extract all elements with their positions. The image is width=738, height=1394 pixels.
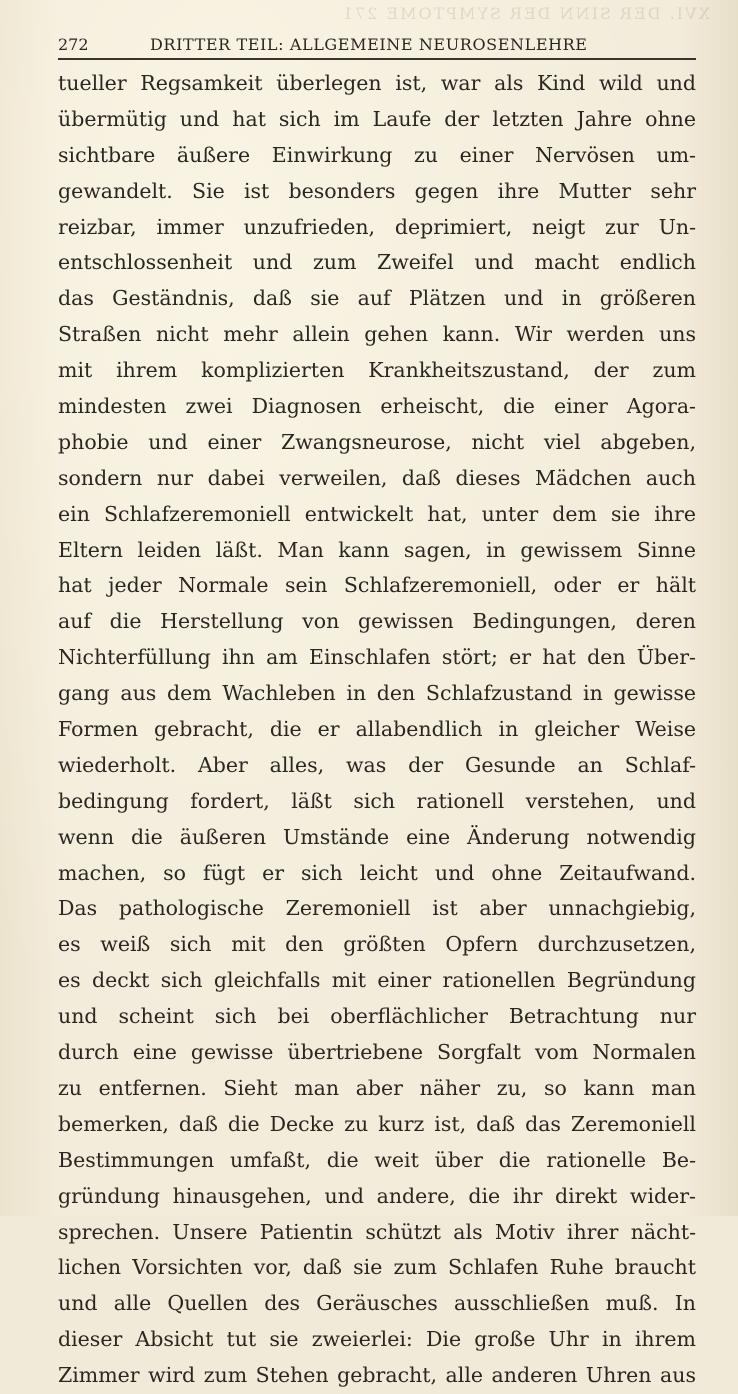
text-line: Formen gebracht, die er allabendlich in gleicher Weise <box>58 717 696 742</box>
text-line: bemerken, daß die Decke zu kurz ist, daß das Zeremoniell <box>58 1111 696 1136</box>
text-line: Nichterfüllung ihn am Einschlafen stört; er hat den Über- <box>58 645 696 670</box>
text-line: reizbar, immer unzufrieden, deprimiert, neigt zur Un- <box>58 214 696 239</box>
text-line: machen, so fügt er sich leicht und ohne Zeitaufwand. <box>58 860 696 885</box>
text-line: zu entfernen. Sieht man aber näher zu, so kann man <box>58 1075 696 1100</box>
text-line: Zimmer wird zum Stehen gebracht, alle anderen Uhren aus <box>58 1363 696 1388</box>
text-line: übermütig und hat sich im Laufe der letzten Jahre ohne <box>58 106 696 131</box>
page-number: 272 <box>58 35 89 54</box>
bleed-through-text: XVI. DER SINN DER SYMPTOME 271 <box>340 4 710 23</box>
text-line: ein Schlafzeremoniell entwickelt hat, unter dem sie ihre <box>58 501 696 526</box>
text-line: auf die Herstellung von gewissen Bedingungen, deren <box>58 609 696 634</box>
text-line: sichtbare äußere Einwirkung zu einer Nervösen um- <box>58 142 696 167</box>
text-line: lichen Vorsichten vor, daß sie zum Schlafen Ruhe braucht <box>58 1255 696 1280</box>
text-line: sondern nur dabei verweilen, daß dieses Mädchen auch <box>58 465 696 490</box>
running-head-title: DRITTER TEIL: ALLGEMEINE NEUROSENLEHRE <box>150 35 588 54</box>
text-line: Eltern leiden läßt. Man kann sagen, in gewissem Sinne <box>58 537 696 562</box>
text-line: Straßen nicht mehr allein gehen kann. Wir werden uns <box>58 322 696 347</box>
text-line: Das pathologische Zeremoniell ist aber unnachgiebig, <box>58 896 696 921</box>
text-line: dieser Absicht tut sie zweierlei: Die große Uhr in ihrem <box>58 1327 696 1352</box>
text-line: Bestimmungen umfaßt, die weit über die rationelle Be- <box>58 1147 696 1172</box>
text-line: hat jeder Normale sein Schlafzeremoniell, oder er hält <box>58 573 696 598</box>
text-line: phobie und einer Zwangsneurose, nicht viel abgeben, <box>58 429 696 454</box>
text-line: sprechen. Unsere Patientin schützt als Motiv ihrer nächt- <box>58 1219 696 1244</box>
header-rule <box>58 58 696 60</box>
text-line: gang aus dem Wachleben in den Schlafzustand in gewisse <box>58 681 696 706</box>
text-line: gründung hinausgehen, und andere, die ihr direkt wider- <box>58 1183 696 1208</box>
text-line: mit ihrem komplizierten Krankheitszustand, der zum <box>58 358 696 383</box>
text-line: mindesten zwei Diagnosen erheischt, die einer Agora- <box>58 394 696 419</box>
text-line: und scheint sich bei oberflächlicher Betrachtung nur <box>58 1004 696 1029</box>
running-head <box>58 33 698 57</box>
text-line: es weiß sich mit den größten Opfern durchzusetzen, <box>58 932 696 957</box>
text-line: und alle Quellen des Geräusches ausschließen muß. In <box>58 1291 696 1316</box>
text-line: durch eine gewisse übertriebene Sorgfalt vom Normalen <box>58 1040 696 1065</box>
text-line: gewandelt. Sie ist besonders gegen ihre Mutter sehr <box>58 178 696 203</box>
text-line: bedingung fordert, läßt sich rationell verstehen, und <box>58 788 696 813</box>
text-line: wenn die äußeren Umstände eine Änderung notwendig <box>58 824 696 849</box>
text-line: wiederholt. Aber alles, was der Gesunde an Schlaf- <box>58 752 696 777</box>
body-text <box>58 66 696 1394</box>
text-line: entschlossenheit und zum Zweifel und macht endlich <box>58 250 696 275</box>
text-line: das Geständnis, daß sie auf Plätzen und in größeren <box>58 286 696 311</box>
text-line: tueller Regsamkeit überlegen ist, war als Kind wild und <box>58 71 696 95</box>
text-line: es deckt sich gleichfalls mit einer rationellen Begründung <box>58 968 696 993</box>
